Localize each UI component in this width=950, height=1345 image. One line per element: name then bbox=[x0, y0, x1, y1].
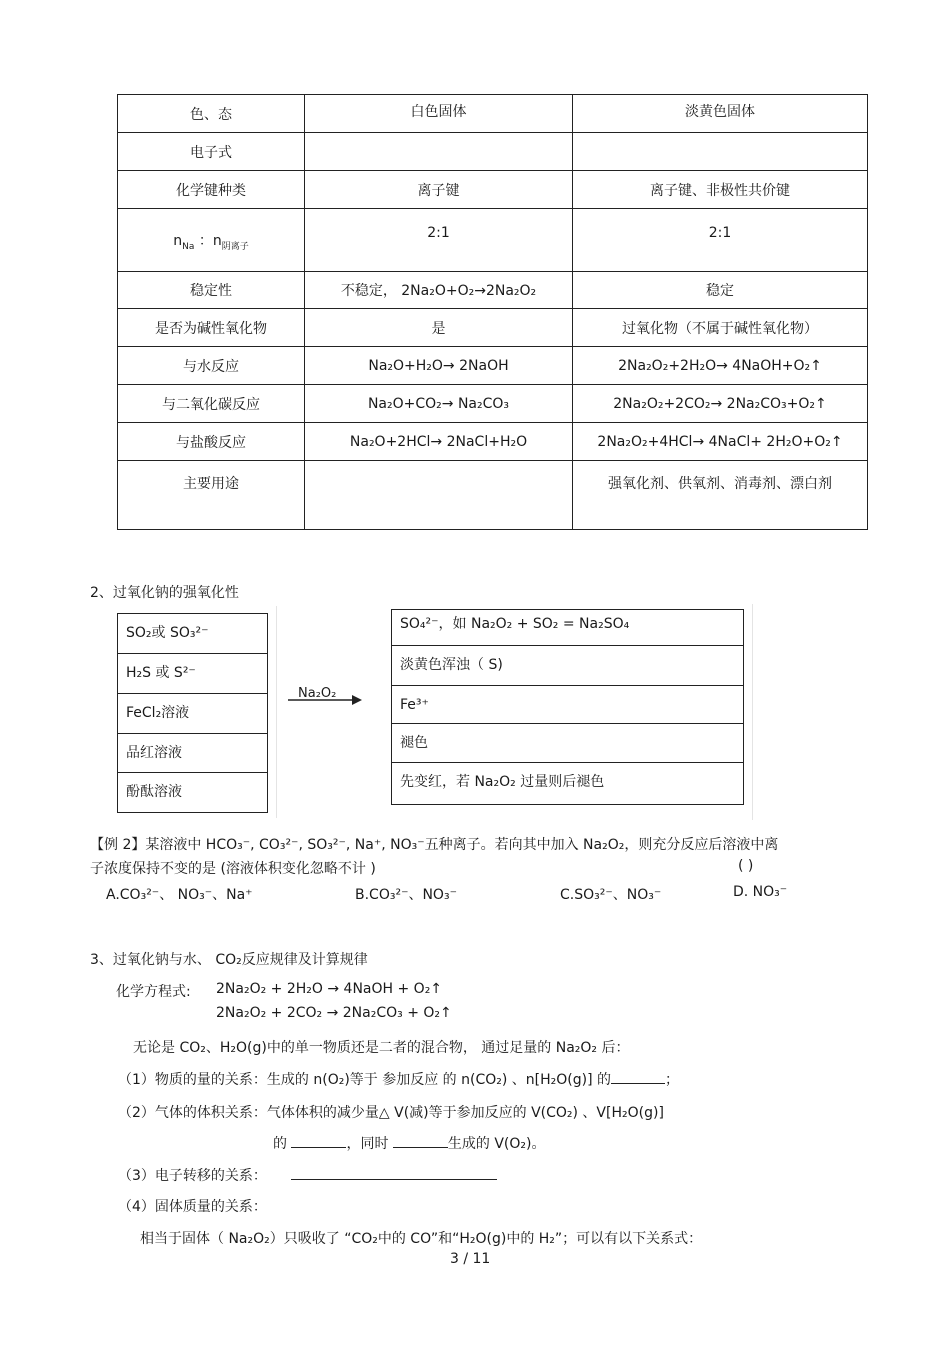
properties-table bbox=[117, 94, 868, 530]
product-item: 褪色 bbox=[392, 723, 743, 763]
answer-blank[interactable] bbox=[393, 1147, 448, 1148]
product-item: SO₄²⁻，如 Na₂O₂ + SO₂ = Na₂SO₄ bbox=[400, 616, 630, 632]
arrow-label: Na₂O₂ bbox=[298, 686, 337, 701]
cell-na2o: Na₂O+H₂O→ 2NaOH bbox=[305, 347, 573, 385]
reaction-arrow-icon bbox=[288, 694, 362, 706]
relation-text: 相当于固体（ Na₂O₂）只吸收了 “CO₂中的 CO”和“H₂O(g)中的 H₂”；可以有以下关系式： bbox=[140, 1231, 703, 1247]
answer-blank[interactable] bbox=[291, 1147, 346, 1148]
product-item: 先变红，若 Na₂O₂ 过量则后褪色 bbox=[392, 762, 743, 804]
cell-na2o2: 2Na₂O₂+4HCl→ 4NaCl+ 2H₂O+O₂↑ bbox=[573, 423, 868, 461]
table-row bbox=[118, 133, 868, 171]
table-row bbox=[118, 385, 868, 423]
cell-na2o: 白色固体 bbox=[305, 95, 573, 133]
table-row bbox=[118, 171, 868, 209]
table-row bbox=[118, 272, 868, 309]
table-row bbox=[118, 95, 868, 133]
row-label: $n_{Na}$ ：$n_{阴离子}$ bbox=[118, 209, 305, 272]
product-box bbox=[391, 609, 744, 805]
section2-title: 2、过氧化钠的强氧化性 bbox=[90, 585, 239, 601]
answer-blank[interactable] bbox=[611, 1083, 665, 1084]
cell-na2o2: 2Na₂O₂+2CO₂→ 2Na₂CO₃+O₂↑ bbox=[573, 385, 868, 423]
item-3: （3）电子转移的关系： bbox=[118, 1165, 497, 1185]
cell-na2o bbox=[305, 133, 573, 171]
option-d: D. NO₃⁻ bbox=[733, 884, 788, 900]
table-row bbox=[118, 309, 868, 347]
item-2: （2）气体的体积关系：气体体积的减少量△ V(减)等于参加反应的 V(CO₂) 、V[H₂O(g)] bbox=[118, 1105, 664, 1121]
divider bbox=[752, 604, 753, 820]
row-label: 电子式 bbox=[118, 133, 305, 171]
product-item: Fe³⁺ bbox=[392, 685, 743, 724]
row-label: 与水反应 bbox=[118, 347, 305, 385]
row-label: 是否为碱性氧化物 bbox=[118, 309, 305, 347]
row-label: 化学键种类 bbox=[118, 171, 305, 209]
row-label: 与盐酸反应 bbox=[118, 423, 305, 461]
table-row bbox=[118, 209, 868, 272]
cell-na2o2: 过氧化物（不属于碱性氧化物） bbox=[573, 309, 868, 347]
row-label: 主要用途 bbox=[118, 461, 305, 530]
page-number: 3 / 11 bbox=[450, 1251, 491, 1267]
reactant-item: 品红溶液 bbox=[118, 733, 267, 772]
divider bbox=[276, 606, 277, 818]
product-item: 淡黄色浑浊（ S) bbox=[392, 645, 743, 686]
table-row bbox=[118, 461, 868, 530]
cell-na2o: 2:1 bbox=[305, 209, 573, 272]
example-question: 【例 2】某溶液中 HCO₃⁻, CO₃²⁻, SO₃²⁻, Na⁺, NO₃⁻五种离子。若向其中加入 Na₂O₂，则充分反应后溶液中离 bbox=[90, 837, 779, 853]
cell-na2o: Na₂O+CO₂→ Na₂CO₃ bbox=[305, 385, 573, 423]
cell-na2o: 离子键 bbox=[305, 171, 573, 209]
answer-bracket: ( ) bbox=[738, 858, 754, 874]
reactant-item: FeCl₂溶液 bbox=[118, 693, 267, 733]
intro-text: 无论是 CO₂、H₂O(g)中的单一物质还是二者的混合物， 通过足量的 Na₂O₂ 后： bbox=[133, 1040, 630, 1056]
row-label: 与二氧化碳反应 bbox=[118, 385, 305, 423]
item-1: （1）物质的量的关系：生成的 n(O₂)等于 参加反应 的 n(CO₂) 、n[H₂O(g)] 的 ； bbox=[118, 1072, 680, 1088]
cell-na2o2: 2Na₂O₂+2H₂O→ 4NaOH+O₂↑ bbox=[573, 347, 868, 385]
cell-na2o2: 强氧化剂、供氧剂、消毒剂、漂白剂 bbox=[573, 461, 868, 530]
cell-na2o2: 淡黄色固体 bbox=[573, 95, 868, 133]
cell-na2o2: 稳定 bbox=[573, 272, 868, 309]
cell-na2o2: 离子键、非极性共价键 bbox=[573, 171, 868, 209]
cell-na2o: 是 bbox=[305, 309, 573, 347]
option-a: A.CO₃²⁻、 NO₃⁻、Na⁺ bbox=[106, 887, 253, 903]
row-label: 色、态 bbox=[118, 95, 305, 133]
cell-na2o2: 2:1 bbox=[573, 209, 868, 272]
section3-title: 3、过氧化钠与水、 CO₂反应规律及计算规律 bbox=[90, 952, 368, 968]
cell-na2o bbox=[305, 461, 573, 530]
option-b: B.CO₃²⁻、NO₃⁻ bbox=[355, 887, 457, 903]
reactant-box bbox=[117, 613, 268, 813]
example-question-cont: 子浓度保持不变的是 (溶液体积变化忽略不计 ) bbox=[90, 861, 376, 877]
row-label: 稳定性 bbox=[118, 272, 305, 309]
cell-na2o2 bbox=[573, 133, 868, 171]
table-row bbox=[118, 423, 868, 461]
reactant-item: 酚酞溶液 bbox=[118, 772, 267, 812]
answer-blank[interactable] bbox=[291, 1179, 497, 1180]
table-row bbox=[118, 347, 868, 385]
equation-1: 2Na₂O₂ + 2H₂O → 4NaOH + O₂↑ bbox=[216, 981, 443, 997]
reactant-item: SO₂或 SO₃²⁻ bbox=[126, 625, 209, 641]
equation-2: 2Na₂O₂ + 2CO₂ → 2Na₂CO₃ + O₂↑ bbox=[216, 1005, 452, 1021]
equation-label: 化学方程式: bbox=[116, 984, 191, 1000]
cell-na2o: 不稳定， 2Na₂O+O₂→2Na₂O₂ bbox=[305, 272, 573, 309]
reactant-item: H₂S 或 S²⁻ bbox=[118, 653, 267, 693]
option-c: C.SO₃²⁻、NO₃⁻ bbox=[560, 887, 662, 903]
cell-na2o: Na₂O+2HCl→ 2NaCl+H₂O bbox=[305, 423, 573, 461]
item-2-cont: 的 ，同时 生成的 V(O₂)。 bbox=[273, 1136, 546, 1152]
item-4: （4）固体质量的关系： bbox=[118, 1199, 267, 1215]
